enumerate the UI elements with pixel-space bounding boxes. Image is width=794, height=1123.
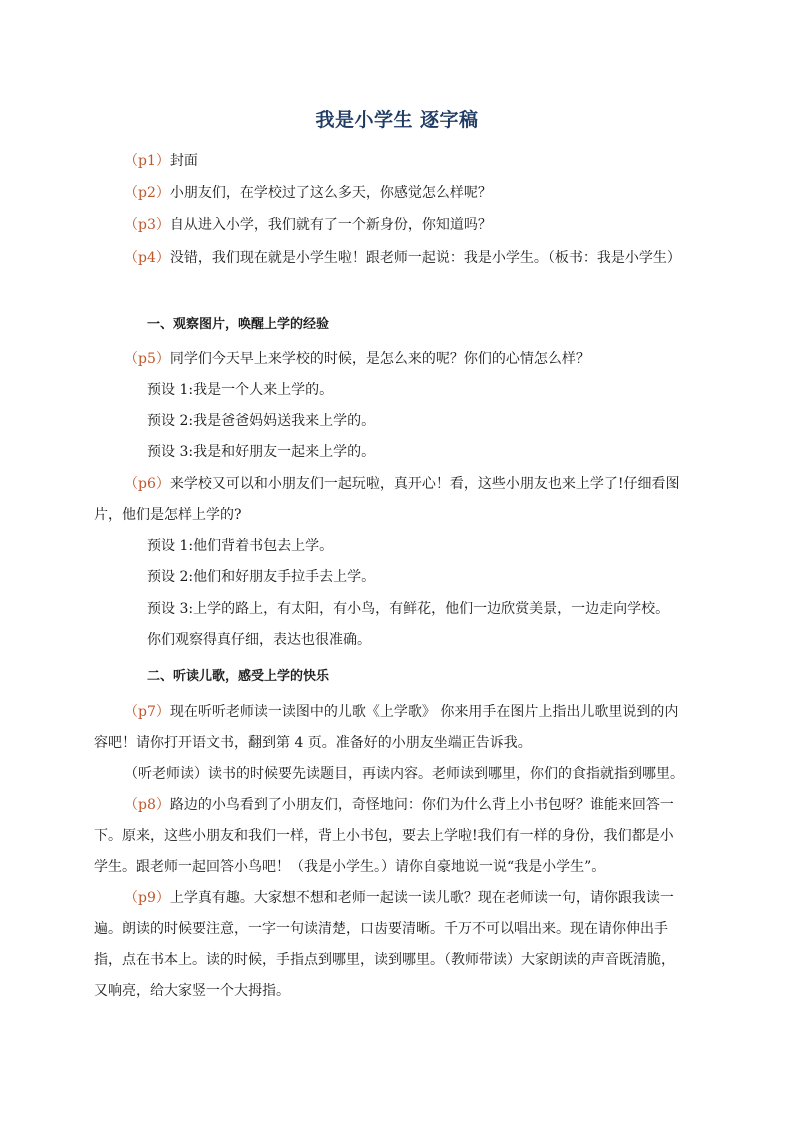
paragraph-continuation: 学生。跟老师一起回答小鸟吧！（我是小学生。）请你自豪地说一说“我是小学生”。 — [94, 859, 606, 875]
section-heading-1: 一、观察图片，唤醒上学的经验 — [147, 317, 330, 332]
page-tag: （p9） — [124, 890, 170, 906]
preset-line: 预设 2:我是爸爸妈妈送我来上学的。 — [147, 413, 376, 429]
paragraph-p6 — [124, 474, 680, 494]
document-title: 我是小学生 逐字稿 — [315, 109, 479, 131]
page-tag: （p8） — [124, 797, 170, 813]
paragraph-p3 — [124, 215, 492, 235]
paragraph-p9 — [124, 888, 674, 908]
paragraph-p7 — [124, 702, 678, 722]
preset-line: 预设 1:我是一个人来上学的。 — [147, 382, 334, 398]
paragraph-text: 小朋友们，在学校过了这么多天，你感觉怎么样呢？ — [169, 185, 492, 201]
paragraph-continuation: 片，他们是怎样上学的? — [94, 507, 242, 523]
page-tag: （p5） — [124, 351, 170, 367]
page-tag: （p4） — [124, 250, 170, 266]
paragraph-continuation: 容吧！请你打开语文书，翻到第 4 页。准备好的小朋友坐端正告诉我。 — [94, 735, 532, 751]
paragraph-p2 — [124, 183, 492, 203]
paragraph-continuation: 遍。朗读的时候要注意，一字一句读清楚，口齿要清晰。千万不可以唱出来。现在请你伸出手 — [94, 921, 668, 937]
preset-line: 预设 2:他们和好朋友手拉手去上学。 — [147, 569, 376, 585]
paragraph-text: 封面 — [169, 153, 198, 169]
page-tag: （p2） — [124, 185, 170, 201]
page-tag: （p1） — [124, 153, 170, 169]
preset-line: 预设 3:上学的路上，有太阳，有小鸟，有鲜花，他们一边欣赏美景，一边走向学校。 — [147, 601, 670, 617]
paragraph-continuation: 指，点在书本上。读的时候，手指点到哪里，读到哪里。（教师带读）大家朗读的声音既清脆， — [94, 952, 675, 968]
paragraph-text: 现在听听老师读一读图中的儿歌《上学歌》 你来用手在图片上指出儿歌里说到的内 — [169, 704, 679, 720]
paragraph-text: 同学们今天早上来学校的时候，是怎么来的呢？你们的心情怎么样？ — [169, 351, 590, 367]
paragraph-p8 — [124, 795, 674, 815]
paragraph-p1 — [124, 151, 198, 171]
page-tag: （p6） — [124, 476, 170, 492]
preset-line: 预设 3:我是和好朋友一起来上学的。 — [147, 444, 376, 460]
page-tag: （p7） — [124, 704, 170, 720]
paragraph-listen: （听老师读）读书的时候要先读题目，再读内容。老师读到哪里，你们的食指就指到哪里。 — [124, 766, 684, 782]
paragraph-p5 — [124, 349, 590, 369]
paragraph-p4 — [124, 248, 681, 268]
teacher-comment: 你们观察得真仔细，表达也很准确。 — [147, 632, 371, 648]
paragraph-text: 没错，我们现在就是小学生啦！跟老师一起说：我是小学生。（板书：我是小学生） — [169, 250, 681, 266]
paragraph-text: 路边的小鸟看到了小朋友们，奇怪地问：你们为什么背上小书包呀？谁能来回答一 — [169, 797, 674, 813]
paragraph-text: 来学校又可以和小朋友们一起玩啦，真开心！看，这些小朋友也来上学了!仔细看图 — [169, 476, 680, 492]
paragraph-continuation: 下。原来，这些小朋友和我们一样，背上小书包，要去上学啦!我们有一样的身份，我们都是小 — [94, 828, 674, 844]
paragraph-text: 自从进入小学，我们就有了一个新身份，你知道吗？ — [169, 217, 492, 233]
paragraph-continuation: 又响亮，给大家竖一个大拇指。 — [94, 983, 290, 999]
page-tag: （p3） — [124, 217, 170, 233]
preset-line: 预设 1:他们背着书包去上学。 — [147, 538, 334, 554]
section-heading-2: 二、听读儿歌，感受上学的快乐 — [147, 669, 330, 684]
paragraph-text: 上学真有趣。大家想不想和老师一起读一读儿歌？现在老师读一句，请你跟我读一 — [169, 890, 674, 906]
